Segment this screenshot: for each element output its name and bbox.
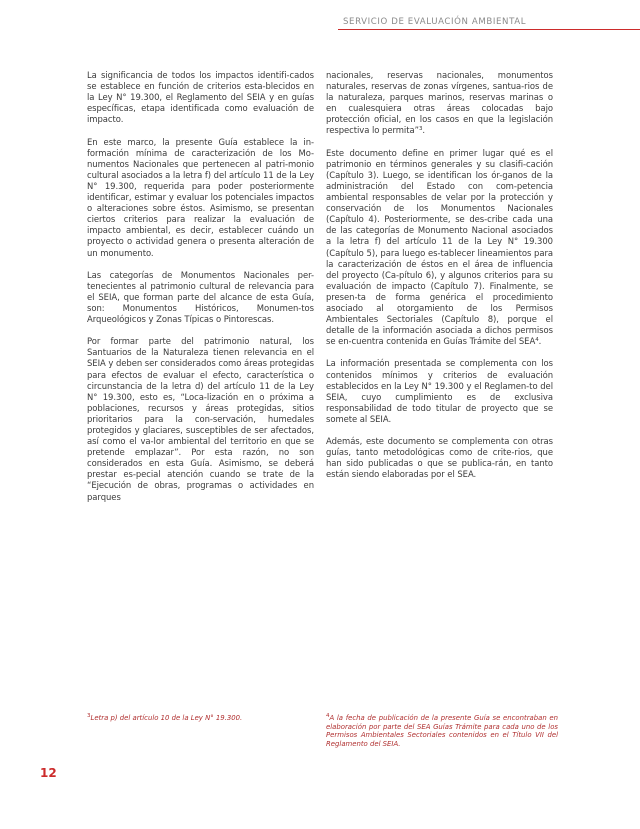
body-paragraph: Además, este documento se complementa con otras guías, tanto metodológicas como de crite-rios, que han sido publicadas o que se publica-rán, en tanto están siendo elaboradas por el SEA. bbox=[326, 436, 553, 480]
body-paragraph: Las categorías de Monumentos Nacionales per-tenecientes al patrimonio cultural de relevancia para el SEIA, que forman parte del alcance de esta Guía, son: Monumentos Históricos, Monumen-tos Arqueológicos y Zonas Típicas o Pintorescas. bbox=[87, 269, 314, 325]
body-paragraph: En este marco, la presente Guía establece la in-formación mínima de caracterización de los Mo-numentos Nacionales que pertenecen al patri-monio cultural asociados a la letra f) del artículo 11 de la Ley N° 19.300, requerida para poder posteriormente identificar, estimar y evaluar los potenciales impactos o alteraciones sobre éstos. Asimismo, se presentan ciertos criterios para realizar la evaluación de impacto ambiental, es decir, establecer cuándo un proyecto o actividad genera o presenta alteración de un monumento. bbox=[87, 136, 315, 258]
left-column bbox=[87, 70, 314, 514]
footnote-reference: 4 bbox=[535, 337, 539, 344]
body-paragraph bbox=[326, 70, 553, 137]
body-paragraph bbox=[326, 148, 553, 348]
footnote-text: Letra p) del artículo 10 de la Ley N° 19.300. bbox=[90, 714, 243, 722]
body-paragraph: Por formar parte del patrimonio natural, los Santuarios de la Naturaleza tienen relevancia en el SEIA y deben ser considerados como áreas protegidas para efectos de evaluar el efecto, característica o circunstancia de la letra d) del artículo 11 de la Ley N° 19.300, esto es, “Loca-lización en o próxima a poblaciones, recursos y áreas protegidas, sitios prioritarios para la con-servación, humedales protegidos y glaciares, susceptibles de ser afectados, así como el va-lor ambiental del territorio en que se pretende emplazar”. Por esta razón, no son considerados en esta Guía. Asimismo, se deberá prestar es-pecial atención cuando se trate de la “Ejecución de obras, programas o actividades en parques bbox=[87, 336, 314, 502]
footnote-4 bbox=[326, 714, 558, 749]
footnote-reference: 3 bbox=[418, 126, 423, 133]
paragraph-end: . bbox=[422, 125, 426, 136]
body-paragraph: La significancia de todos los impactos identifi-cados se establece en función de criterios esta-blecidos en la Ley N° 19.300, el Reglamento del SEIA y en guías específicas, etapa identificada como evaluación de impacto. bbox=[87, 70, 314, 125]
body-paragraph: La información presentada se complementa con los contenidos mínimos y criterios de evaluación establecidos en la Ley N° 19.300 y el Reglamen-to del SEIA, cuyo cumplimiento es de exclusiva responsabilidad de todo titular de proyecto que se somete al SEIA. bbox=[326, 358, 553, 424]
paragraph-end: . bbox=[538, 336, 542, 347]
running-header: SERVICIO DE EVALUACIÓN AMBIENTAL bbox=[343, 17, 527, 27]
footnote-text: A la fecha de publicación de la presente Guía se encontraban en elaboración por parte del SEA Guías Trámite para cada uno de los Permisos Ambientales Sectoriales contenidos en el Título VII del Reglamento del SEIA. bbox=[326, 714, 558, 749]
right-column bbox=[326, 70, 553, 492]
paragraph-text: nacionales, reservas nacionales, monumentos naturales, reservas de zonas vírgenes, santua-rios de la naturaleza, parques marinos, reservas marinas o en cualesquiera otras áreas colocadas bajo protección oficial, en los casos en que la legislación respectiva lo permita” bbox=[326, 70, 553, 136]
footnote-3 bbox=[87, 714, 319, 723]
page-number: 12 bbox=[40, 766, 57, 780]
footnote-number: 4 bbox=[326, 713, 330, 719]
footnote-number: 3 bbox=[87, 713, 91, 719]
paragraph-text: Este documento define en primer lugar qué es el patrimonio en términos generales y su clasifi-cación (Capítulo 3). Luego, se identifican los ór-ganos de la administración del Estado con com-petencia ambiental responsables de velar por la protección y conservación de los Monumentos Nacionales (Capítulo 4). Posteriormente, se des-cribe cada una de las categorías de Monumento Nacional asociados a la letra f) del artículo 11 de la Ley N° 19.300 (Capítulo 5), para luego es-tablecer lineamientos para la caracterización de éstos en el área de influencia del proyecto (Ca-pítulo 6), y algunos criterios para su evaluación de impacto (Capítulo 7). Finalmente, se presen-ta de forma genérica el procedimiento asociado al otorgamiento de los Permisos Ambientales Sectoriales (Capítulo 8), porque el detalle de la información asociada a dichos permisos se en-cuentra contenida en Guías Trámite del SEA bbox=[326, 147, 553, 347]
header-rule bbox=[338, 29, 640, 30]
